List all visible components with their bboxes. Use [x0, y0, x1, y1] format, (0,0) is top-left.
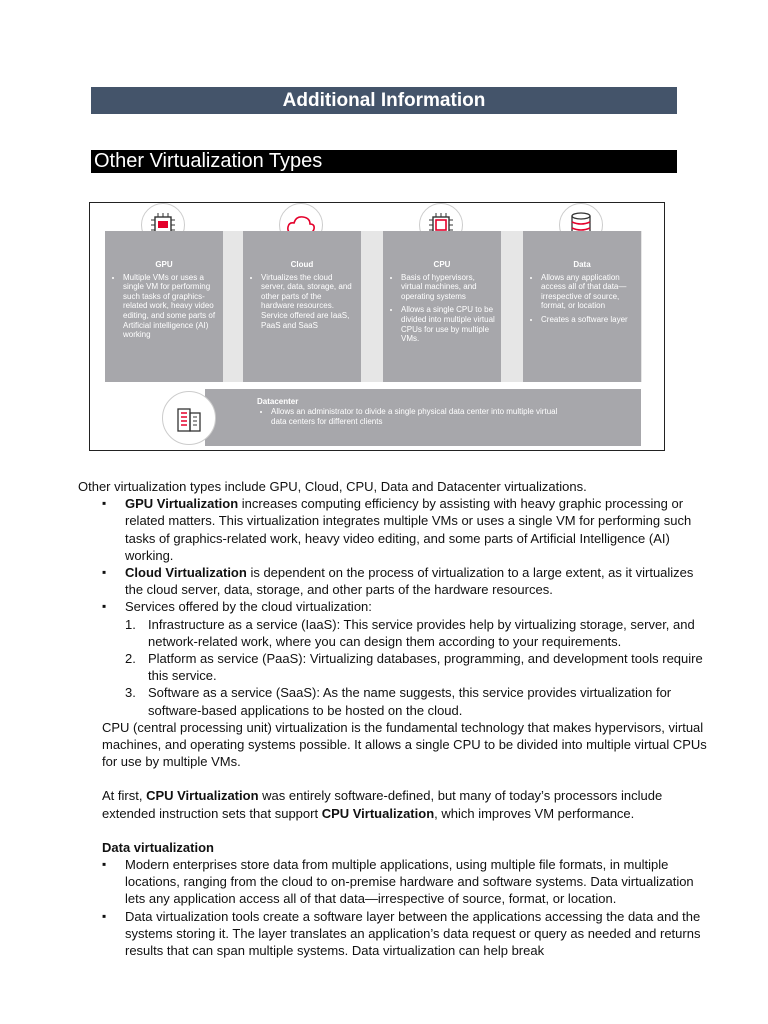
list-number: 1.: [125, 616, 136, 632]
list-item: [78, 598, 710, 615]
page-title: Additional Information: [91, 87, 677, 114]
cpu-card: [383, 231, 501, 382]
list-number: 2.: [125, 651, 136, 667]
gpu-card: [105, 231, 223, 382]
text-span: At first,: [102, 788, 147, 804]
services-list: [78, 616, 710, 719]
gpu-term: GPU Virtualization: [125, 496, 239, 512]
services-intro: Services offered by the cloud virtualization:: [125, 599, 372, 615]
list-item: ▪ Data virtualization tools create a software layer between the applications accessing the data and the systems storing it. The layer translates an application’s data request or query as needed and returns results that can span multiple systems. Data virtualization can help break: [78, 908, 710, 960]
list-item: [78, 564, 710, 598]
datacenter-panel: [205, 389, 641, 446]
list-item: ▪ Modern enterprises store data from multiple applications, using multiple file formats, in multiple locations, ranging from the cloud to on-premise hardware and software systems. Data virtualization lets any application access all of that data—irrespective of source, format, or location.: [78, 856, 710, 908]
data-bullet-list: [78, 856, 710, 959]
datacenter-building-icon: [162, 391, 216, 445]
data-card-bullet: • Creates a software layer: [541, 315, 637, 325]
cloud-term: Cloud Virtualization: [125, 565, 247, 581]
data-heading-text: Data virtualization: [102, 839, 214, 855]
cpu-card-title: CPU: [433, 260, 451, 269]
data-card: [523, 231, 641, 382]
data-card-bullet: • Allows any application access all of that data—irrespective of source, format, or location: [541, 273, 637, 311]
cpu-card-bullet: • Basis of hypervisors, virtual machines, and operating systems: [401, 273, 497, 302]
service-text: Software as a service (SaaS): As the name suggests, this service provides virtualization for software-based applications to be hosted on the cloud.: [148, 685, 672, 718]
text-span: , which improves VM performance.: [434, 805, 635, 821]
cloud-description: is dependent on the process of virtualization to a large extent, as it virtualizes the cloud server, data, storage, and other parts of the hardware resources.: [125, 565, 694, 598]
service-text: Infrastructure as a service (IaaS): This service provides help by virtualizing storage, server, and network-related work, where you can design them according to your requirements.: [148, 616, 695, 649]
cloud-card-bullet: • Virtualizes the cloud server, data, storage, and other parts of the hardware resources. Service offered are IaaS, PaaS and SaaS: [261, 273, 357, 331]
list-item: [78, 650, 710, 684]
cloud-card-title: Cloud: [290, 260, 314, 269]
gpu-card-title: GPU: [155, 260, 173, 269]
virtualization-types-figure: [89, 202, 665, 451]
data-card-title: Data: [573, 260, 591, 269]
gpu-description: increases computing efficiency by assisting with heavy graphic processing or related matters. This virtualization integrates multiple VMs or uses a single VM for performing such tasks of graphics-related work, heavy video editing, and some parts of Artificial Intelligence (AI) working.: [125, 496, 692, 563]
list-item: [78, 616, 710, 650]
cpu-paragraph: CPU (central processing unit) virtualization is the fundamental technology that makes hypervisors, virtual machines, and operating systems possible. It allows a single CPU to be divided into multiple virtual CPUs for use by multiple VMs.: [102, 719, 707, 770]
list-number: 3.: [125, 685, 136, 701]
datacenter-title: Datacenter: [257, 397, 299, 406]
data-heading: [78, 839, 710, 856]
bullet-list: [78, 495, 710, 615]
cpu-card-bullet: • Allows a single CPU to be divided into multiple virtual CPUs for use by multiple VMs.: [401, 305, 497, 343]
text-span: was entirely software-defined, but many of today’s processors include extended instruction sets that support: [102, 788, 663, 821]
list-item: [78, 495, 710, 564]
cpu-term: CPU Virtualization: [146, 788, 259, 804]
gpu-card-bullet: • Multiple VMs or uses a single VM for performing such tasks of graphics-related work, heavy video editing, and some parts of Artificial intelligence (AI) working: [123, 273, 219, 340]
section-heading: Other Virtualization Types: [91, 150, 677, 173]
cpu-paragraph-2: [78, 787, 710, 821]
cpu-term: CPU Virtualization: [321, 805, 435, 821]
cloud-card: [243, 231, 361, 382]
intro-paragraph: Other virtualization types include GPU, Cloud, CPU, Data and Datacenter virtualizations.: [78, 479, 587, 494]
body-text: [78, 478, 710, 959]
datacenter-bullet: • Allows an administrator to divide a single physical data center into multiple virtual data centers for different clients: [271, 407, 571, 426]
service-text: Platform as service (PaaS): Virtualizing databases, programming, and development tools require this service.: [148, 651, 703, 684]
list-item: [78, 684, 710, 718]
